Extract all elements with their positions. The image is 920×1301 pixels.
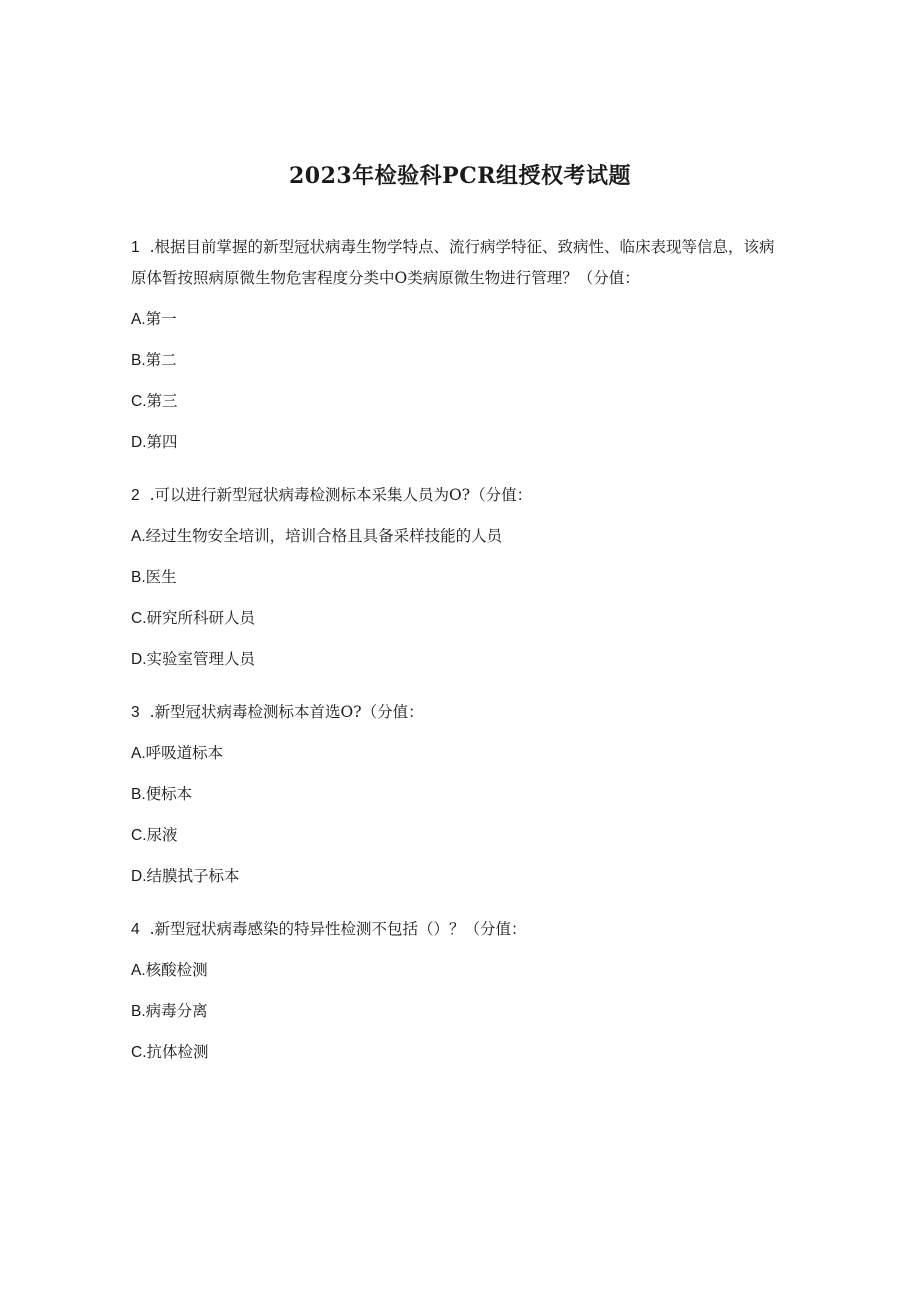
option-b	[131, 996, 781, 1027]
option-text: 第一	[145, 310, 177, 328]
document-title: 2023年检验科PCR组授权考试题	[288, 163, 632, 189]
question-number: 3	[131, 704, 140, 721]
option-text: 核酸检测	[145, 961, 208, 979]
question-2	[131, 478, 781, 675]
option-c	[131, 820, 781, 851]
option-letter: C.	[131, 610, 147, 627]
option-letter: D.	[131, 868, 147, 885]
option-a	[131, 304, 781, 335]
option-c	[131, 386, 781, 417]
question-number: 1	[131, 239, 140, 256]
question-number: 4	[131, 921, 140, 938]
option-text: 医生	[145, 568, 177, 586]
option-c	[131, 1037, 781, 1068]
option-letter: C.	[131, 393, 147, 410]
option-d	[131, 427, 781, 458]
option-text: 实验室管理人员	[146, 650, 256, 668]
option-letter: B.	[131, 352, 146, 369]
question-3	[131, 695, 781, 892]
option-d	[131, 861, 781, 892]
option-letter: D.	[131, 434, 147, 451]
option-letter: A.	[131, 311, 146, 328]
option-text: 第二	[145, 351, 177, 369]
option-text: 便标本	[145, 785, 193, 803]
question-stem	[131, 695, 781, 728]
question-text: .新型冠状病毒感染的特异性检测不包括（）？（分值：	[149, 920, 527, 938]
option-a	[131, 521, 781, 552]
option-letter: B.	[131, 1003, 146, 1020]
option-letter: A.	[131, 745, 146, 762]
option-a	[131, 738, 781, 769]
option-b	[131, 562, 781, 593]
option-text: 第三	[146, 392, 178, 410]
option-letter: A.	[131, 528, 146, 545]
question-number: 2	[131, 487, 140, 504]
option-text: 呼吸道标本	[145, 744, 224, 762]
option-d	[131, 644, 781, 675]
option-letter: A.	[131, 962, 146, 979]
question-stem	[131, 230, 781, 294]
option-text: 结膜拭子标本	[146, 867, 240, 885]
option-b	[131, 779, 781, 810]
option-text: 研究所科研人员	[146, 609, 256, 627]
option-letter: B.	[131, 569, 146, 586]
option-c	[131, 603, 781, 634]
question-stem	[131, 912, 781, 945]
question-4	[131, 912, 781, 1068]
question-text: .根据目前掌握的新型冠状病毒生物学特点、流行病学特征、致病性、临床表现等信息，该病原体暂按照病原微生物危害程度分类中O类病原微生物进行管理？（分值：	[131, 238, 775, 287]
question-1	[131, 230, 781, 458]
option-text: 病毒分离	[145, 1002, 208, 1020]
option-text: 抗体检测	[146, 1043, 209, 1061]
option-letter: C.	[131, 1044, 147, 1061]
question-stem	[131, 478, 781, 511]
option-letter: B.	[131, 786, 146, 803]
question-text: .新型冠状病毒检测标本首选O?（分值：	[149, 703, 424, 721]
question-list	[131, 230, 781, 1088]
option-text: 经过生物安全培训，培训合格且具备采样技能的人员	[145, 527, 503, 545]
option-a	[131, 955, 781, 986]
option-letter: C.	[131, 827, 147, 844]
question-text: .可以进行新型冠状病毒检测标本采集人员为O?（分值：	[149, 486, 533, 504]
option-letter: D.	[131, 651, 147, 668]
option-b	[131, 345, 781, 376]
option-text: 第四	[146, 433, 178, 451]
option-text: 尿液	[146, 826, 178, 844]
